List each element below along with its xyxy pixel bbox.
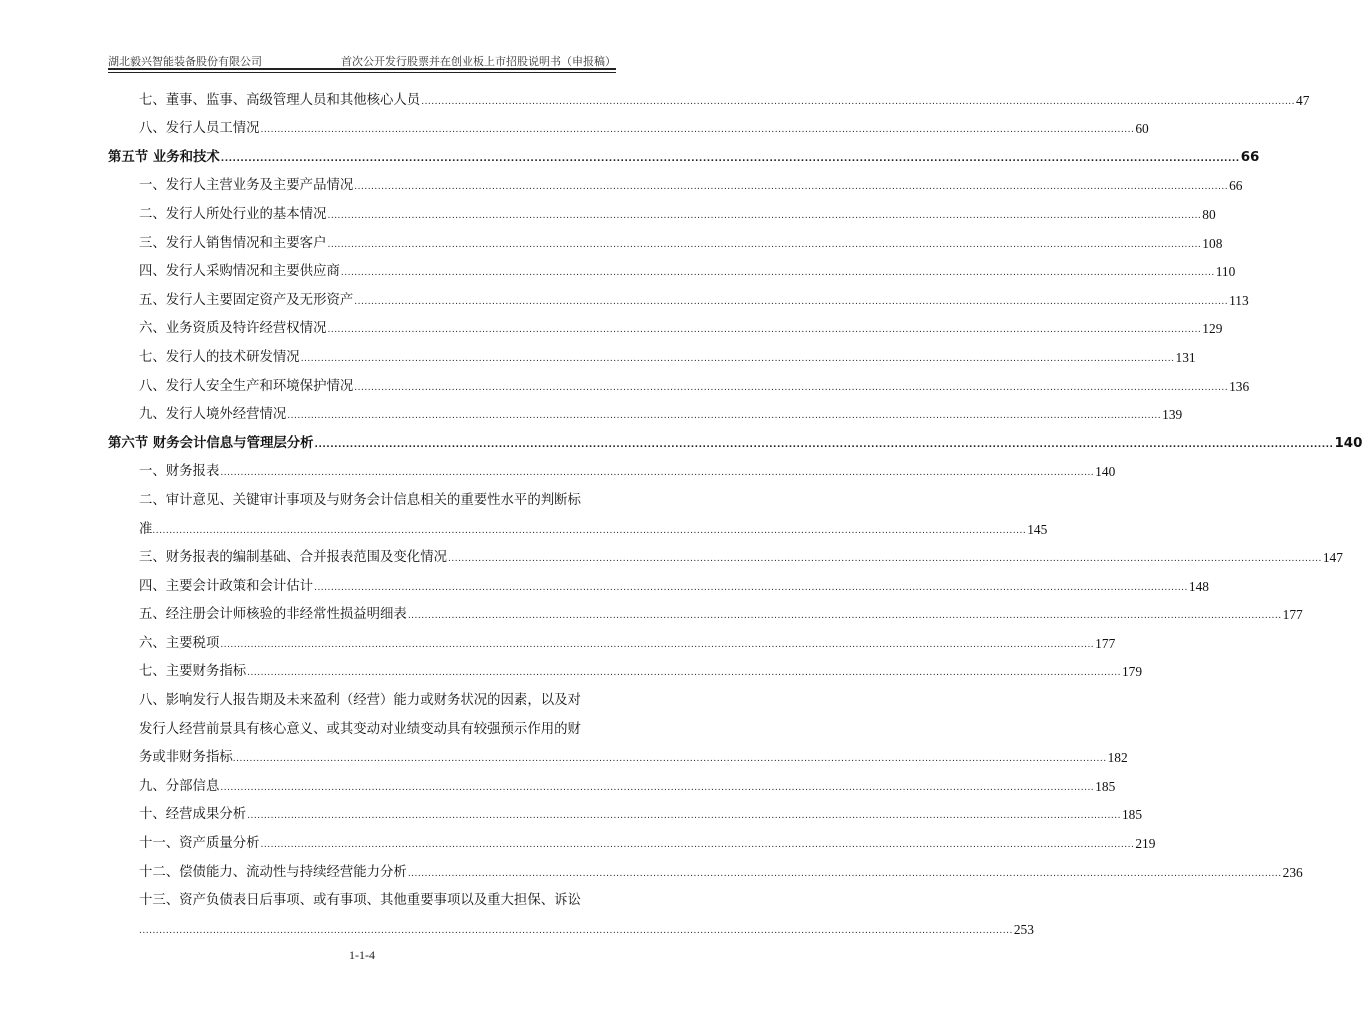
toc-leader: ....................................................................................................................................................................................................................................................................: [447, 554, 1322, 565]
toc-leader: ....................................................................................................................................................................................................................................................................: [407, 611, 1282, 622]
toc-entry-page: 177: [1095, 635, 1116, 651]
toc-section-page: 140: [1334, 435, 1362, 451]
toc-entry-title: 六、业务资质及特许经营权情况: [139, 321, 327, 337]
toc-entry-title: 七、董事、监事、高级管理人员和其他核心人员: [139, 92, 421, 108]
toc-entry-title: 八、发行人安全生产和环境保护情况: [139, 378, 354, 394]
toc-entry[interactable]: [108, 227, 1223, 256]
toc-entry-title: 二、审计意见、关键审计事项及与财务会计信息相关的重要性水平的判断标: [139, 492, 581, 508]
header-company: 湖北毅兴智能装备股份有限公司: [108, 55, 262, 68]
toc-entry-continuation[interactable]: [108, 913, 1034, 942]
toc-leader: ....................................................................................................................................................................................................................................................................: [247, 811, 1121, 822]
page-header: [108, 50, 616, 70]
toc-entry-title: 一、发行人主营业务及主要产品情况: [139, 178, 354, 194]
toc-entry-title: 九、发行人境外经营情况: [139, 407, 287, 423]
toc-entry-title: 十、经营成果分析: [139, 807, 247, 823]
toc-leader: ....................................................................................................................................................................................................................................................................: [354, 296, 1229, 307]
toc-entry-page: 253: [1013, 921, 1034, 937]
toc-entry[interactable]: [108, 599, 1303, 628]
toc-entry-page: 236: [1282, 864, 1303, 880]
toc-entry-title: 六、主要税项: [139, 635, 220, 651]
toc-entry-line[interactable]: [108, 684, 616, 713]
toc-entry-page: 219: [1135, 836, 1156, 852]
toc-entry-title: 三、发行人销售情况和主要客户: [139, 235, 327, 251]
toc-entry-page: 129: [1202, 321, 1223, 337]
header-rule: [108, 68, 616, 70]
toc-leader: ....................................................................................................................................................................................................................................................................: [314, 439, 1334, 450]
toc-entry[interactable]: [108, 570, 1209, 599]
toc-leader: ....................................................................................................................................................................................................................................................................: [220, 468, 1095, 479]
toc-section[interactable]: [108, 141, 1260, 170]
toc-entry-title: 十一、资产质量分析: [139, 836, 260, 852]
toc-entry-title: 八、影响发行人报告期及未来盈利（经营）能力或财务状况的因素，以及对: [139, 693, 581, 709]
toc-entry-continuation[interactable]: [108, 742, 1128, 771]
toc-entry-title-cont: 发行人经营前景具有核心意义、或其变动对业绩变动具有较强预示作用的财: [139, 721, 581, 737]
toc-entry-line[interactable]: [108, 713, 616, 742]
toc-entry-title: 五、发行人主要固定资产及无形资产: [139, 292, 354, 308]
header-rule-thin: [108, 72, 616, 73]
toc-entry-title: 三、财务报表的编制基础、合并报表范围及变化情况: [139, 550, 447, 566]
toc-leader: ....................................................................................................................................................................................................................................................................: [340, 268, 1215, 279]
toc-entry-page: 108: [1202, 235, 1223, 251]
toc-entry-title: 十二、偿债能力、流动性与持续经营能力分析: [139, 864, 407, 880]
toc-entry-page: 140: [1095, 464, 1116, 480]
toc-entry[interactable]: [108, 627, 1116, 656]
toc-entry-page: 179: [1121, 664, 1143, 680]
toc-entry[interactable]: [108, 113, 1149, 142]
table-of-contents: [108, 84, 1362, 942]
toc-entry[interactable]: [108, 456, 1116, 485]
toc-entry-page: 110: [1215, 264, 1236, 280]
toc-section[interactable]: [108, 427, 1362, 456]
toc-leader: ....................................................................................................................................................................................................................................................................: [232, 754, 1107, 765]
toc-entry-title-cont: 务或非财务指标: [139, 750, 233, 766]
toc-entry-page: 148: [1188, 578, 1209, 594]
toc-leader: ....................................................................................................................................................................................................................................................................: [260, 125, 1135, 136]
toc-leader: ....................................................................................................................................................................................................................................................................: [139, 925, 1013, 936]
toc-leader: ....................................................................................................................................................................................................................................................................: [354, 382, 1229, 393]
toc-entry[interactable]: [108, 284, 1249, 313]
toc-entry-title: 四、主要会计政策和会计估计: [139, 578, 314, 594]
toc-entry-page: 145: [1027, 521, 1048, 537]
toc-entry-page: 47: [1296, 92, 1310, 108]
toc-entry-page: 136: [1229, 378, 1250, 394]
toc-leader: ....................................................................................................................................................................................................................................................................: [220, 153, 1240, 164]
toc-entry-page: 80: [1202, 206, 1216, 222]
toc-entry-page: 60: [1135, 121, 1149, 137]
toc-entry-title: 一、财务报表: [139, 464, 220, 480]
toc-entry-page: 66: [1229, 178, 1243, 194]
toc-entry-title: 五、经注册会计师核验的非经常性损益明细表: [139, 607, 407, 623]
toc-leader: ....................................................................................................................................................................................................................................................................: [300, 353, 1175, 364]
toc-entry-page: 182: [1107, 750, 1128, 766]
toc-entry[interactable]: [108, 656, 1143, 685]
toc-leader: ....................................................................................................................................................................................................................................................................: [327, 325, 1202, 336]
toc-leader: ....................................................................................................................................................................................................................................................................: [327, 239, 1202, 250]
toc-section-page: 66: [1240, 149, 1260, 165]
toc-leader: ....................................................................................................................................................................................................................................................................: [421, 96, 1296, 107]
page-number: 1-1-4: [349, 948, 375, 962]
toc-entry[interactable]: [108, 542, 1343, 571]
toc-entry-title-cont: 准: [139, 521, 153, 537]
toc-entry-continuation[interactable]: [108, 513, 1048, 542]
header-doc-title: 首次公开发行股票并在创业板上市招股说明书（申报稿）: [341, 55, 616, 68]
toc-entry-page: 131: [1175, 349, 1196, 365]
toc-entry-title: 九、分部信息: [139, 778, 220, 794]
toc-leader: ....................................................................................................................................................................................................................................................................: [407, 868, 1282, 879]
toc-entry[interactable]: [108, 84, 1310, 113]
toc-entry-title: 二、发行人所处行业的基本情况: [139, 206, 327, 222]
toc-leader: ....................................................................................................................................................................................................................................................................: [354, 182, 1229, 193]
toc-entry[interactable]: [108, 770, 1116, 799]
toc-entry-title: 十三、资产负债表日后事项、或有事项、其他重要事项以及重大担保、诉讼: [139, 893, 581, 909]
toc-entry[interactable]: [108, 399, 1183, 428]
toc-entry-title: 八、发行人员工情况: [139, 121, 260, 137]
toc-leader: ....................................................................................................................................................................................................................................................................: [220, 639, 1095, 650]
toc-entry-title: 七、主要财务指标: [139, 664, 247, 680]
toc-entry-line[interactable]: [108, 484, 616, 513]
toc-leader: ....................................................................................................................................................................................................................................................................: [260, 840, 1135, 851]
toc-entry-page: 139: [1162, 407, 1183, 423]
toc-leader: ....................................................................................................................................................................................................................................................................: [327, 210, 1202, 221]
toc-entry-page: 147: [1322, 550, 1343, 566]
toc-section-title: 第五节 业务和技术: [108, 149, 220, 165]
toc-entry-title: 七、发行人的技术研发情况: [139, 349, 300, 365]
toc-entry[interactable]: [108, 799, 1143, 828]
toc-entry-title: 四、发行人采购情况和主要供应商: [139, 264, 340, 280]
toc-section-title: 第六节 财务会计信息与管理层分析: [108, 435, 314, 451]
toc-entry-page: 177: [1282, 607, 1303, 623]
toc-leader: ....................................................................................................................................................................................................................................................................: [287, 411, 1162, 422]
toc-entry[interactable]: [108, 170, 1243, 199]
toc-entry[interactable]: [108, 198, 1216, 227]
toc-entry[interactable]: [108, 370, 1250, 399]
toc-entry[interactable]: [108, 827, 1156, 856]
toc-entry[interactable]: [108, 341, 1196, 370]
toc-leader: ....................................................................................................................................................................................................................................................................: [152, 525, 1027, 536]
toc-entry[interactable]: [108, 313, 1223, 342]
toc-entry[interactable]: [108, 256, 1236, 285]
toc-leader: ....................................................................................................................................................................................................................................................................: [220, 782, 1095, 793]
toc-entry[interactable]: [108, 856, 1303, 885]
toc-leader: ....................................................................................................................................................................................................................................................................: [247, 668, 1121, 679]
toc-entry-page: 113: [1229, 292, 1249, 308]
toc-entry-page: 185: [1095, 778, 1116, 794]
toc-leader: ....................................................................................................................................................................................................................................................................: [314, 582, 1188, 593]
toc-entry-line[interactable]: [108, 885, 616, 914]
toc-entry-page: 185: [1121, 807, 1143, 823]
